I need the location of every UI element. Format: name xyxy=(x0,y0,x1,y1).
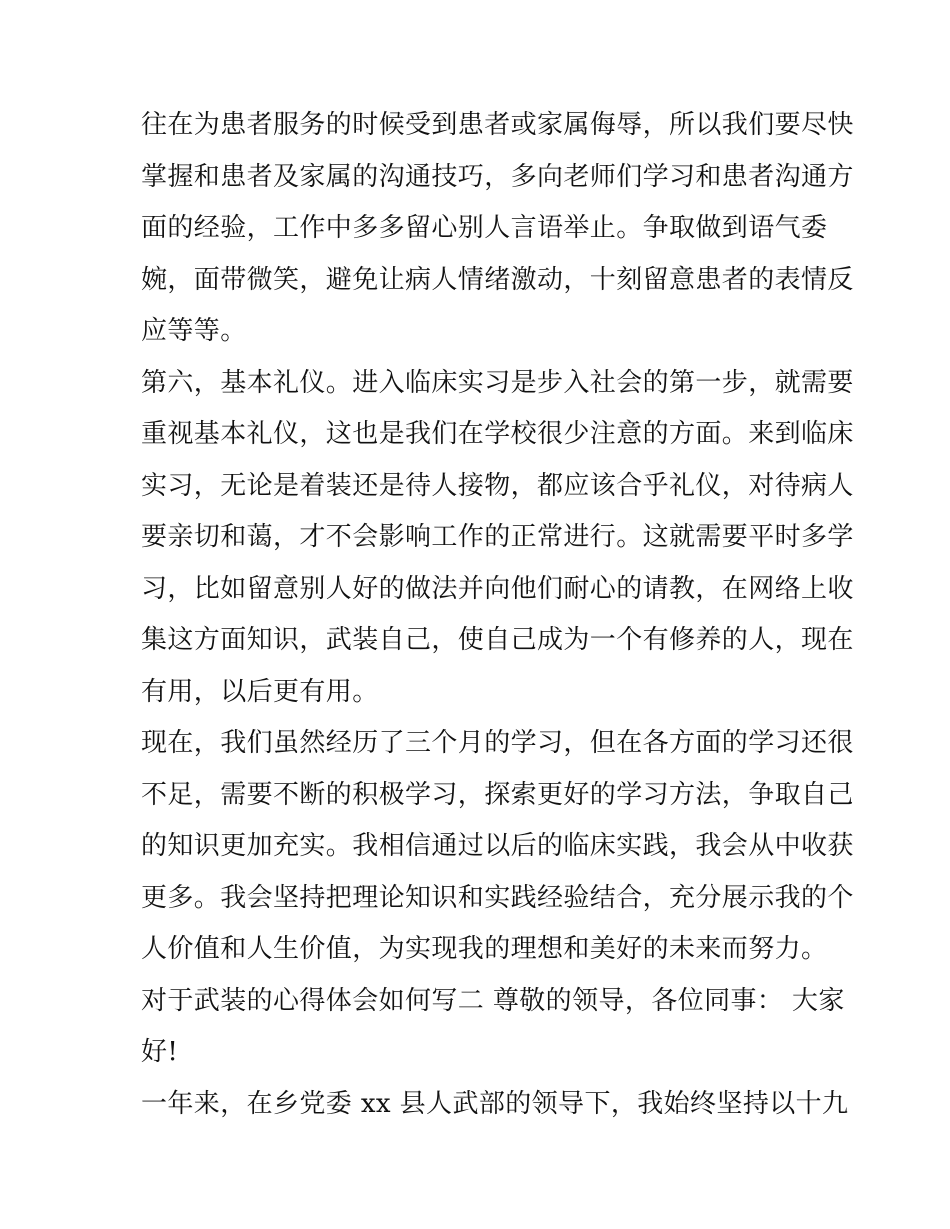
text-line: 往在为患者服务的时候受到患者或家属侮辱，所以我们要尽快 xyxy=(141,110,854,140)
text-line: 集这方面知识，武装自己，使自己成为一个有修养的人，现在 xyxy=(141,625,854,655)
text-line: 好! xyxy=(141,1037,179,1067)
text-line: 掌握和患者及家属的沟通技巧，多向老师们学习和患者沟通方 xyxy=(141,161,854,192)
text-line: 人价值和人生价值，为实现我的理想和美好的未来而努力。 xyxy=(141,934,828,964)
text-line: 要亲切和蔼，才不会影响工作的正常进行。这就需要平时多学 xyxy=(141,522,854,552)
text-line: 一年来，在乡党委 xx 县人武部的领导下，我始终坚持以十九 xyxy=(141,1088,849,1119)
text-line: 应等等。 xyxy=(141,316,247,346)
text-line: 对于武装的心得体会如何写二 尊敬的领导，各位同事： 大家 xyxy=(141,985,845,1016)
text-line: 现在，我们虽然经历了三个月的学习，但在各方面的学习还很 xyxy=(141,728,854,758)
body-text xyxy=(141,100,854,1130)
text-line: 习，比如留意别人好的做法并向他们耐心的请教，在网络上收 xyxy=(141,573,854,604)
text-line: 有用，以后更有用。 xyxy=(141,676,379,707)
text-line: 的知识更加充实。我相信通过以后的临床实践，我会从中收获 xyxy=(141,831,854,861)
text-line: 婉，面带微笑，避免让病人情绪激动，十刻留意患者的表情反 xyxy=(141,264,854,295)
text-line: 更多。我会坚持把理论知识和实践经验结合，充分展示我的个 xyxy=(141,882,854,913)
text-line: 不足，需要不断的积极学习，探索更好的学习方法，争取自己 xyxy=(141,779,854,810)
text-line: 重视基本礼仪，这也是我们在学校很少注意的方面。来到临床 xyxy=(141,419,854,449)
text-line: 第六，基本礼仪。进入临床实习是步入社会的第一步，就需要 xyxy=(141,367,854,398)
text-line: 实习，无论是着装还是待人接物，都应该合乎礼仪，对待病人 xyxy=(141,470,854,501)
text-line: 面的经验，工作中多多留心别人言语举止。争取做到语气委 xyxy=(141,213,828,243)
